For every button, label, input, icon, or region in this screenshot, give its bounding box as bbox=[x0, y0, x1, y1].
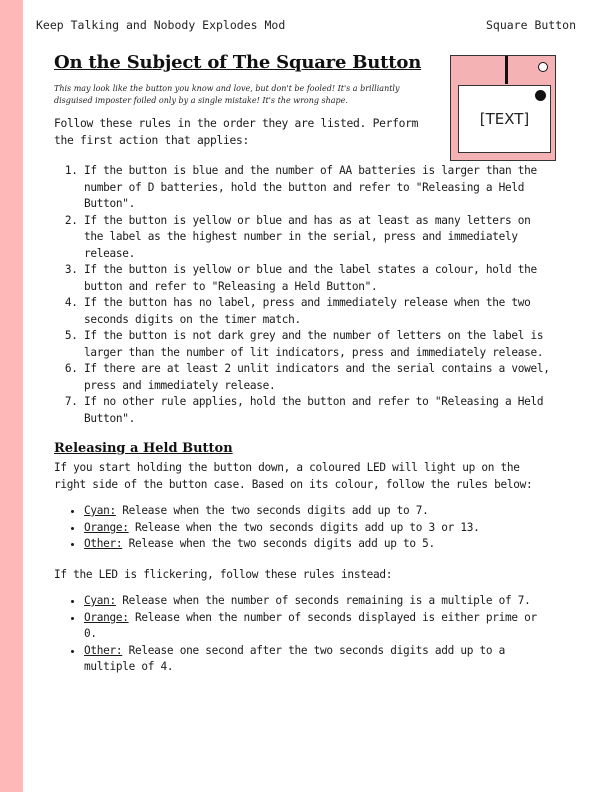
led-rule-text: Release when the two seconds digits add up to 3 or 13. bbox=[128, 520, 480, 534]
led-rule-item bbox=[84, 610, 554, 643]
steady-led-rules bbox=[54, 503, 554, 553]
led-rule-item bbox=[84, 536, 554, 553]
led-color-label: Cyan: bbox=[84, 504, 116, 517]
led-color-label: Orange: bbox=[84, 520, 129, 534]
led-color-label: Orange: bbox=[84, 610, 129, 624]
flicker-intro: If the LED is flickering, follow these rules instead: bbox=[54, 567, 393, 581]
led-rule-text: Release when the two seconds digits add up to 5. bbox=[122, 537, 435, 550]
page-margin-strip bbox=[0, 0, 23, 792]
led-rule-text: Release one second after the two seconds digits add up to a multiple of 4. bbox=[84, 643, 506, 673]
led-rule-item bbox=[84, 520, 554, 537]
rule-item: 3. If the button is yellow or blue and the label states a colour, hold the button and refer to "Releasing a Held Button". bbox=[84, 262, 554, 295]
square-button-label: [TEXT] bbox=[479, 110, 530, 128]
page-title: On the Subject of The Square Button bbox=[54, 52, 422, 73]
rule-item: 6. If there are at least 2 unlit indicators and the serial contains a vowel, press and immediately release. bbox=[84, 361, 554, 394]
rule-item: 1. If the button is blue and the number of AA batteries is larger than the number of D batteries, hold the button and refer to "Releasing a Held Button". bbox=[84, 163, 554, 213]
rules-list bbox=[54, 163, 554, 427]
flavor-text: This may look like the button you know and love, but don't be fooled! It's a brilliantly disguised imposter foiled only by a single mistake! It's the wrong shape. bbox=[54, 84, 400, 105]
releasing-intro: If you start holding the button down, a coloured LED will light up on the right side of the button case. Based on its colour, follow the rules below: bbox=[54, 461, 533, 491]
led-rule-text: Release when the number of seconds displayed is either prime or 0. bbox=[84, 610, 537, 640]
rule-item: 4. If the button has no label, press and immediately release when the two seconds digits on the timer match. bbox=[84, 295, 554, 328]
header-mod-name: Keep Talking and Nobody Explodes Mod bbox=[36, 18, 286, 32]
header-module-name: Square Button bbox=[485, 18, 576, 32]
led-rule-text: Release when the two seconds digits add up to 7. bbox=[115, 504, 429, 517]
led-color-label: Other: bbox=[84, 537, 123, 550]
rules-intro: Follow these rules in the order they are listed. Perform the first action that applies: bbox=[54, 117, 419, 147]
rule-item: 2. If the button is yellow or blue and has as at least as many letters on the label as the highest number in the serial, press and immediately release. bbox=[84, 213, 554, 263]
rule-item: 7. If no other rule applies, hold the button and refer to "Releasing a Held Button". bbox=[84, 394, 554, 427]
led-color-label: Cyan: bbox=[84, 594, 116, 607]
led-rule-text: Release when the number of seconds remaining is a multiple of 7. bbox=[115, 594, 531, 607]
led-rule-item bbox=[84, 643, 554, 676]
flicker-led-rules bbox=[54, 593, 554, 676]
led-color-label: Other: bbox=[84, 643, 123, 657]
rule-item: 5. If the button is not dark grey and the number of letters on the label is larger than the number of lit indicators, press and immediately release. bbox=[84, 328, 554, 361]
manual-content bbox=[54, 52, 554, 676]
led-rule-item bbox=[84, 503, 554, 520]
releasing-heading: Releasing a Held Button bbox=[54, 441, 233, 456]
led-rule-item bbox=[84, 593, 554, 610]
